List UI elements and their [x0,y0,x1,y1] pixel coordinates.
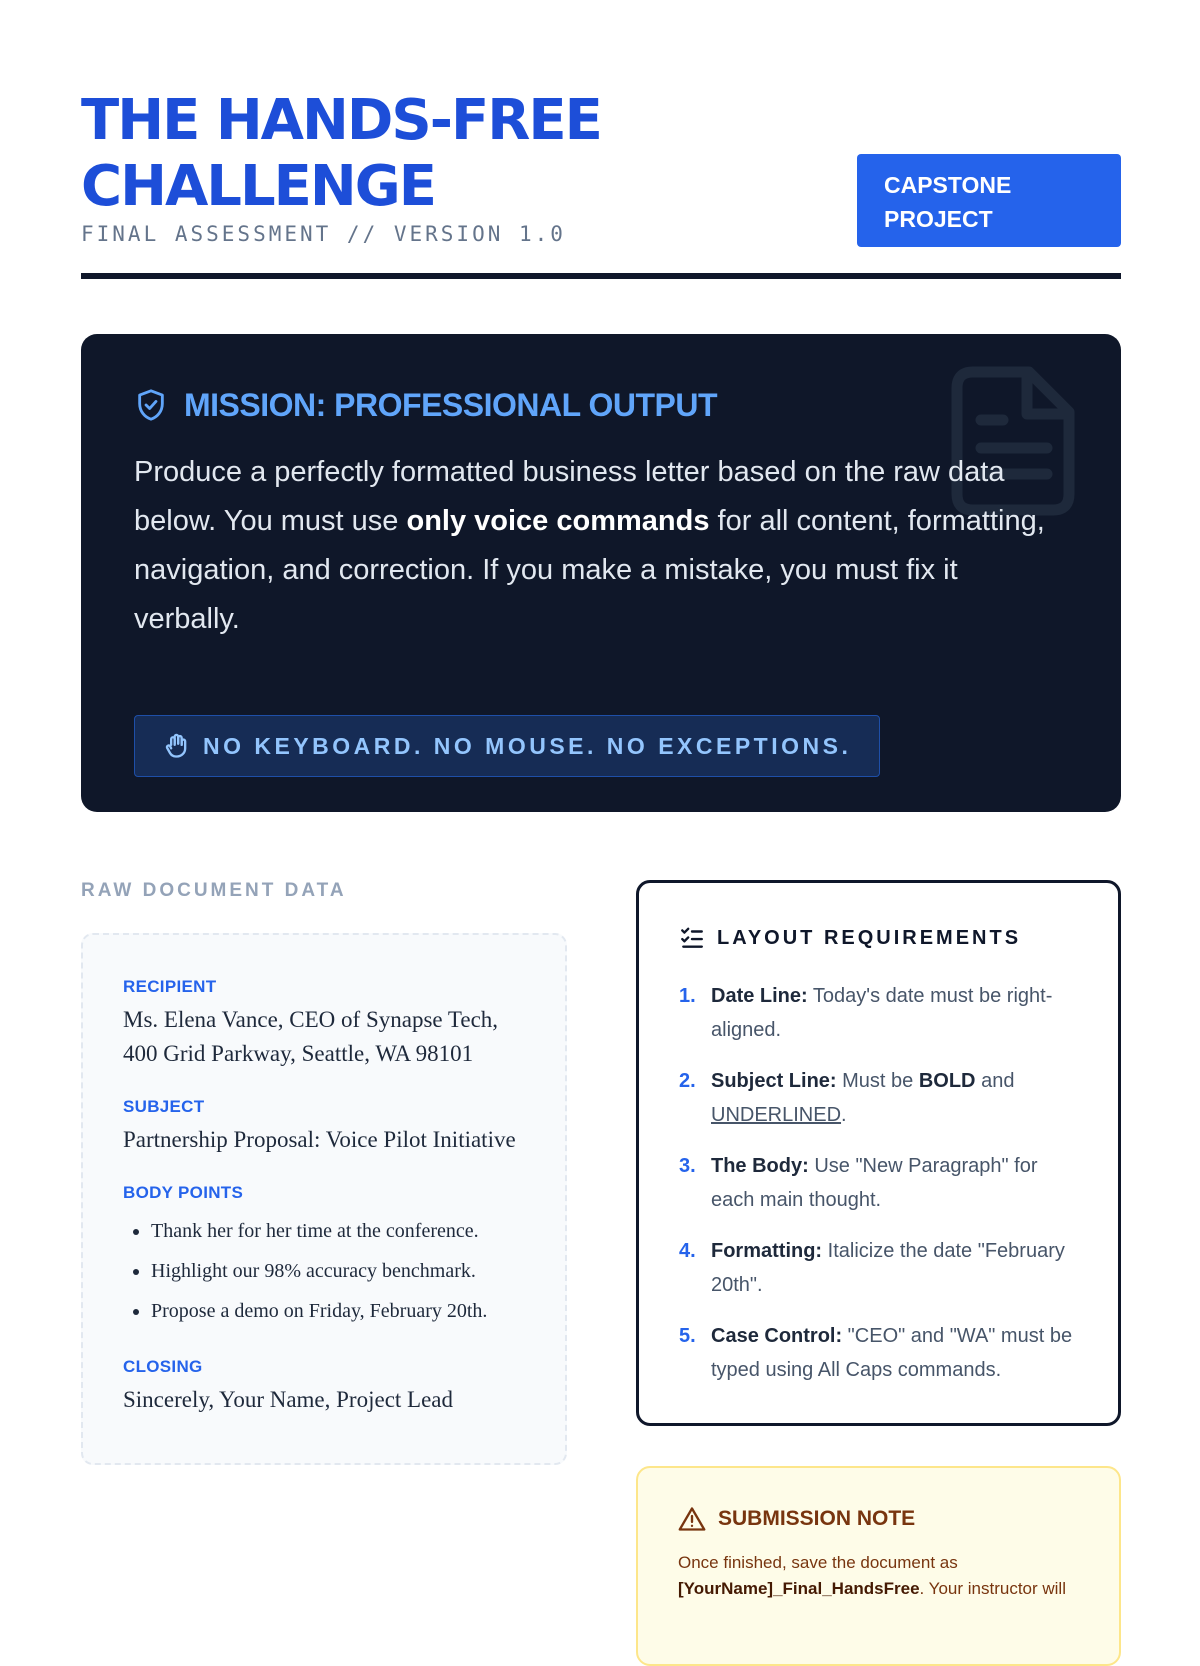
requirement-detail: "CEO" and "WA" must be typed using All Caps commands. [711,1325,1073,1381]
requirement-text [711,979,1078,1047]
requirement-text [711,1234,1078,1302]
mission-panel [81,334,1121,812]
recipient-field [123,977,525,1071]
list-item [679,979,1078,1047]
submission-note-text [678,1550,1079,1602]
subject-field [123,1097,525,1157]
requirement-detail: Use "New Paragraph" for each main thought. [711,1155,1038,1211]
list-item [679,1234,1078,1302]
requirement-text [711,1064,1078,1132]
list-item: • Thank her for her time at the conference. [151,1211,525,1251]
list-item: • Propose a demo on Friday, February 20th. [151,1291,525,1331]
requirement-label: The Body: [711,1155,809,1177]
list-item [679,1149,1078,1217]
submission-note-title: SUBMISSION NOTE [718,1507,916,1530]
page-header [81,88,1121,283]
requirement-detail: Italicize the date "February 20th". [711,1240,1065,1296]
closing-field [123,1357,525,1417]
requirement-underlined-word: UNDERLINED [711,1104,842,1126]
note-text-start: Once finished, save the document as [678,1553,958,1572]
raw-data-card [81,933,567,1465]
body-points-label: BODY POINTS [123,1183,244,1202]
raw-data-section-label: RAW DOCUMENT DATA [81,880,347,901]
title-line-1: THE HANDS-FREE [81,88,601,153]
hand-icon [163,732,191,760]
mission-heading [134,386,1068,424]
layout-requirements-card [636,880,1121,1426]
list-item [679,1064,1078,1132]
requirement-label: Formatting: [711,1240,823,1262]
list-item [679,1319,1078,1387]
mission-title: MISSION: PROFESSIONAL OUTPUT [184,386,717,423]
subject-label: SUBJECT [123,1097,205,1116]
requirement-label: Date Line: [711,985,808,1007]
requirement-text [711,1319,1078,1387]
closing-label: CLOSING [123,1357,203,1376]
capstone-badge [857,154,1121,247]
body-points-list [123,1211,525,1331]
rule-banner-text: NO KEYBOARD. NO MOUSE. NO EXCEPTIONS. [203,732,852,759]
mission-text-emphasis: only voice commands [406,505,710,537]
requirement-detail: Today's date must be right-aligned. [711,985,1053,1041]
layout-requirements-heading [679,925,1078,951]
recipient-value: Ms. Elena Vance, CEO of Synapse Tech, 400 Grid Parkway, Seattle, WA 98101 [123,1007,499,1066]
requirement-label: Subject Line: [711,1070,837,1092]
requirement-number: 4. [679,1240,696,1262]
requirement-text [711,1149,1078,1217]
requirement-number: 1. [679,985,696,1007]
requirement-number: 5. [679,1325,696,1347]
list-item: • Highlight our 98% accuracy benchmark. [151,1251,525,1291]
badge-line-2: PROJECT [884,206,993,232]
page-subtitle: FINAL ASSESSMENT // VERSION 1.0 [81,222,566,246]
requirement-label: Case Control: [711,1325,843,1347]
submission-note-heading [678,1506,1079,1532]
header-divider [81,273,1121,279]
body-points-field [123,1183,525,1331]
mission-text-end: for all content, formatting, navigation, and correction. If you make a mistake, you must fix it verbally. [134,505,1045,635]
layout-requirements-title: LAYOUT REQUIREMENTS [717,926,1022,949]
submission-note-card [636,1466,1121,1666]
mission-description [134,448,1068,644]
requirement-detail: Must be [836,1070,919,1092]
checklist-icon [679,925,705,951]
title-line-2: CHALLENGE [81,154,436,219]
shield-check-icon [134,386,168,424]
requirement-bold-word: BOLD [918,1070,976,1092]
requirement-detail: . [841,1104,847,1126]
closing-value: Sincerely, Your Name, Project Lead [123,1387,454,1412]
mission-text-start: Produce a perfectly formatted business letter based on the raw data below. You must use [134,456,1005,537]
requirement-number: 3. [679,1155,696,1177]
badge-line-1: CAPSTONE [884,172,1012,198]
requirement-detail: and [975,1070,1015,1092]
no-input-rule-banner [134,715,880,777]
warning-triangle-icon [678,1506,706,1532]
requirement-number: 2. [679,1070,696,1092]
note-filename: [YourName]_Final_HandsFree [678,1579,920,1598]
recipient-label: RECIPIENT [123,977,217,996]
subject-value: Partnership Proposal: Voice Pilot Initiative [123,1127,516,1152]
note-text-end: . Your instructor will [919,1579,1066,1598]
requirements-list [679,979,1078,1387]
